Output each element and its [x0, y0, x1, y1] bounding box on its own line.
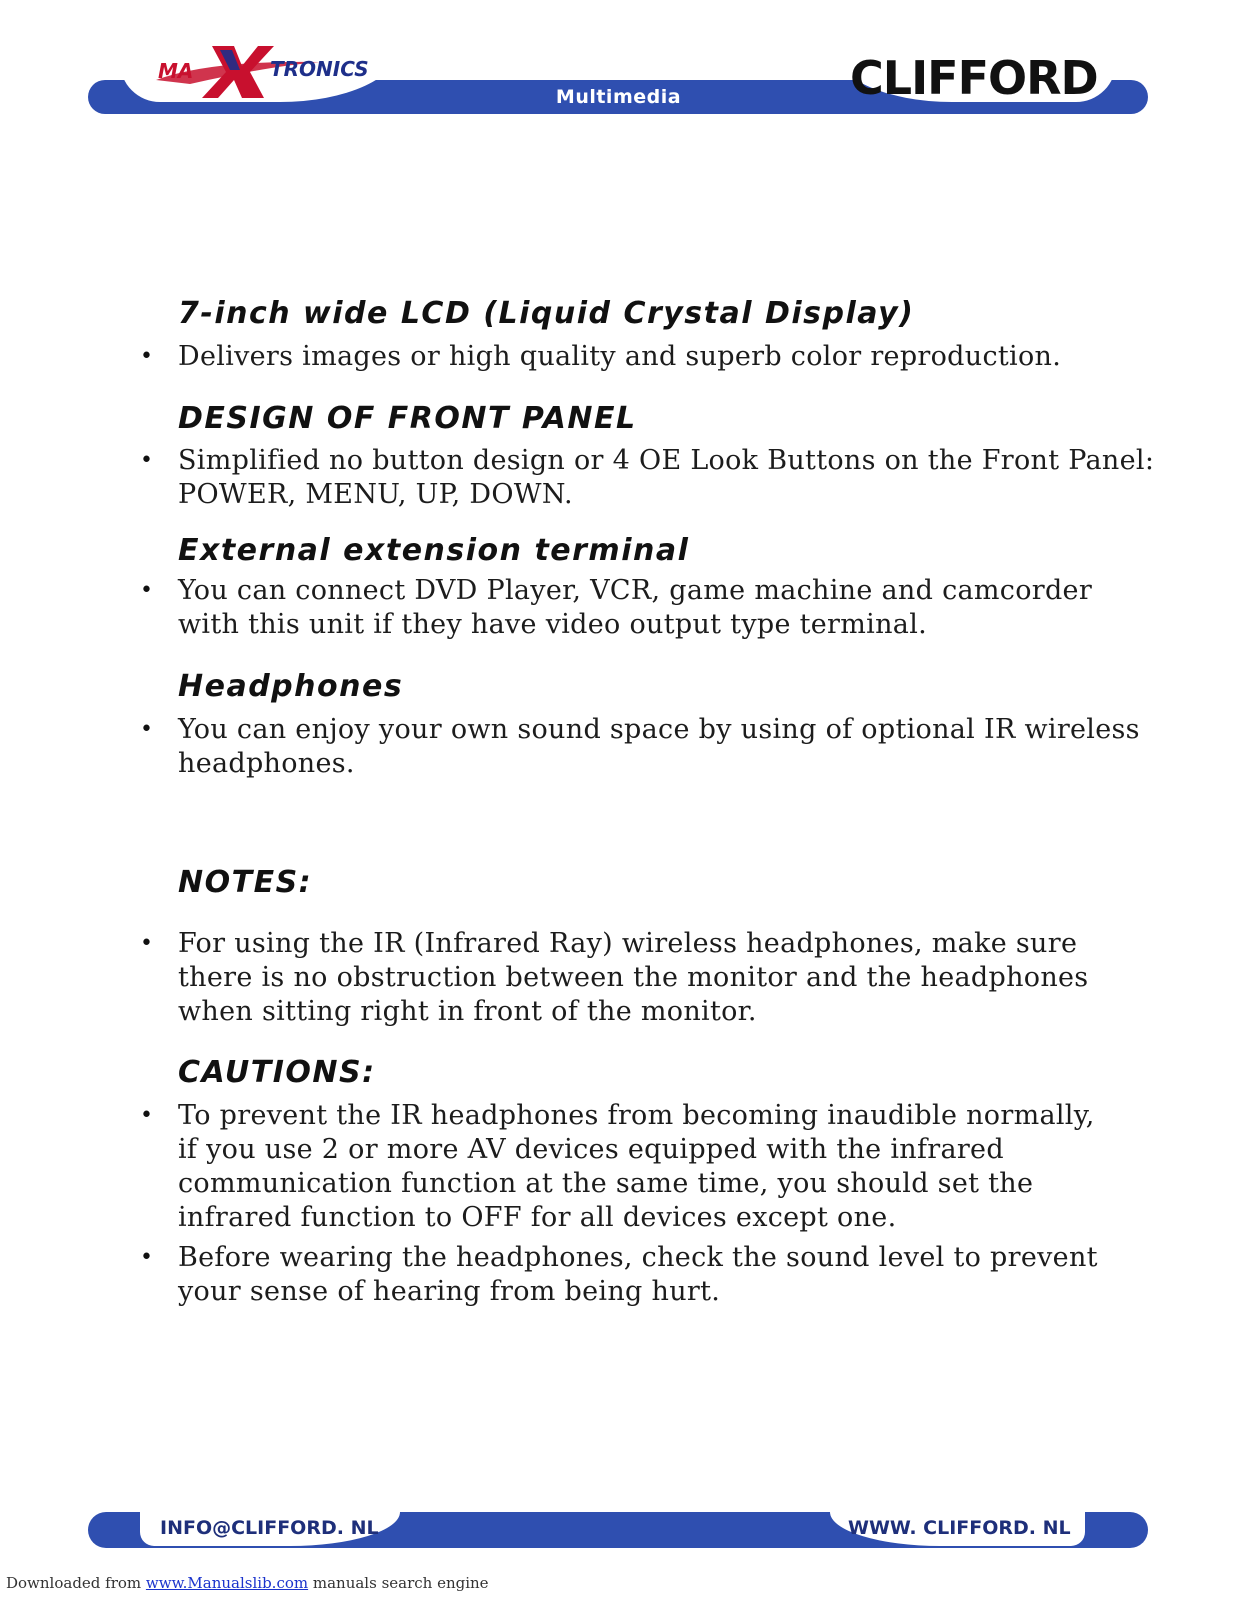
section-heading-extension-terminal: External extension terminal [178, 533, 690, 568]
bullet-text: For using the IR (Infrared Ray) wireless headphones, make sure there is no obstruction between the monitor and the headphones when sitting right in front of the monitor. [178, 928, 1089, 1027]
bullet-item [140, 713, 1140, 781]
footer-email[interactable]: INFO@CLIFFORD. NL [160, 1517, 379, 1539]
section-heading-headphones: Headphones [178, 669, 404, 704]
header-section-label: Multimedia [555, 86, 682, 108]
maxtronics-logo-graphic [150, 40, 380, 102]
bullet-icon: • [140, 344, 153, 369]
bullet-item [140, 444, 1155, 512]
bullet-text: Delivers images or high quality and superb color reproduction. [178, 341, 1062, 372]
bullet-icon: • [140, 717, 153, 742]
footer-website[interactable]: WWW. CLIFFORD. NL [848, 1517, 1071, 1539]
section-heading-cautions: CAUTIONS: [178, 1055, 376, 1090]
svg-text:TRONICS: TRONICS [270, 57, 369, 81]
bullet-icon: • [140, 448, 153, 473]
maxtronics-logo [150, 40, 380, 102]
bullet-icon: • [140, 578, 153, 603]
bullet-text: Simplified no button design or 4 OE Look Buttons on the Front Panel: POWER, MENU, UP, DOWN. [178, 445, 1155, 510]
download-note-prefix: Downloaded from [6, 1574, 146, 1592]
bullet-item [140, 574, 1100, 642]
download-note [6, 1574, 489, 1592]
download-note-suffix: manuals search engine [308, 1574, 489, 1592]
bullet-icon: • [140, 1245, 153, 1270]
bullet-item [140, 1099, 1100, 1235]
section-heading-front-panel: DESIGN OF FRONT PANEL [178, 401, 637, 436]
bullet-text: Before wearing the headphones, check the sound level to prevent your sense of hearing from being hurt. [178, 1242, 1098, 1307]
manualslib-link[interactable]: www.Manualslib.com [145, 1574, 309, 1592]
svg-text:MA: MA [158, 59, 194, 83]
bullet-icon: • [140, 931, 153, 956]
section-heading-notes: NOTES: [178, 865, 313, 900]
bullet-text: To prevent the IR headphones from becoming inaudible normally, if you use 2 or more AV devices equipped with the infrared communication function at the same time, you should set the infrared function to OFF for all devices except one. [178, 1100, 1095, 1233]
bullet-item [140, 1241, 1100, 1309]
bullet-text: You can connect DVD Player, VCR, game machine and camcorder with this unit if they have video output type terminal. [178, 575, 1093, 640]
clifford-logo: CLIFFORD [850, 51, 1098, 105]
bullet-item [140, 927, 1100, 1029]
bullet-item [140, 340, 1100, 374]
bullet-icon: • [140, 1103, 153, 1128]
section-heading-lcd: 7-inch wide LCD (Liquid Crystal Display) [178, 296, 915, 331]
bullet-text: You can enjoy your own sound space by using of optional IR wireless headphones. [178, 714, 1140, 779]
